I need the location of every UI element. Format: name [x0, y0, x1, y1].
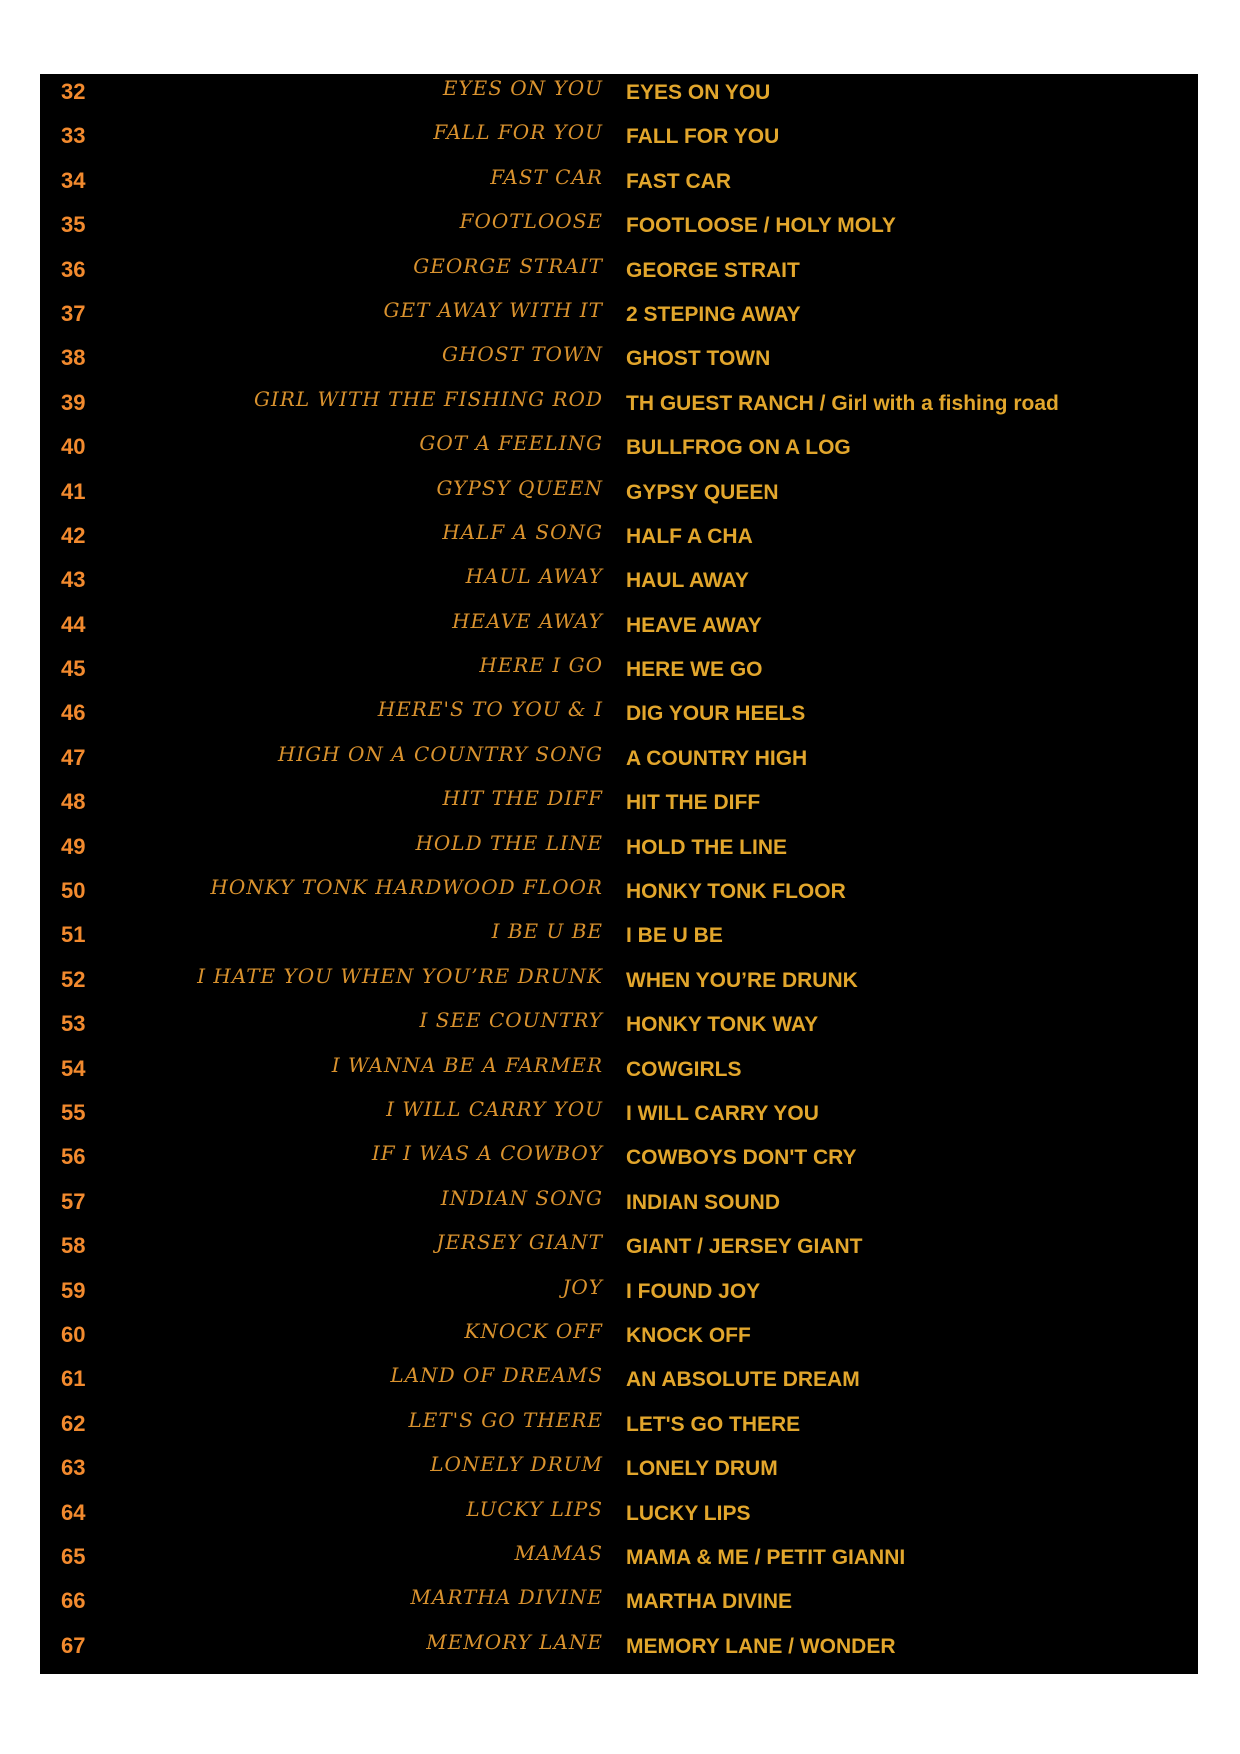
song-title: HOLD THE LINE	[415, 830, 603, 855]
dance-list-table	[40, 74, 1198, 1674]
song-title: HERE I GO	[479, 653, 603, 678]
dance-title: GIANT / JERSEY GIANT	[626, 1235, 863, 1259]
song-title: I WILL CARRY YOU	[386, 1096, 603, 1121]
song-title: GEORGE STRAIT	[413, 253, 603, 278]
song-title: HAUL AWAY	[465, 564, 603, 589]
song-title: GHOST TOWN	[441, 342, 603, 367]
row-number: 56	[61, 1144, 86, 1170]
dance-title: LUCKY LIPS	[626, 1501, 751, 1525]
dance-title: HALF A CHA	[626, 524, 753, 548]
row-number: 65	[61, 1543, 86, 1569]
table-row	[40, 118, 1198, 162]
song-title: I WANNA BE A FARMER	[331, 1052, 603, 1077]
dance-title: BULLFROG ON A LOG	[626, 436, 851, 460]
song-title: GET AWAY WITH IT	[383, 297, 603, 322]
table-row	[40, 829, 1198, 873]
table-row	[40, 1184, 1198, 1228]
row-number: 32	[61, 79, 86, 104]
dance-title: A COUNTRY HIGH	[626, 746, 808, 770]
dance-title: INDIAN SOUND	[626, 1190, 781, 1214]
row-number: 51	[61, 922, 86, 948]
row-number: 38	[61, 345, 86, 371]
song-title: HERE'S TO YOU & I	[377, 697, 603, 722]
row-number: 50	[61, 878, 86, 904]
dance-title: COWBOYS DON'T CRY	[626, 1146, 857, 1170]
table-row	[40, 651, 1198, 695]
dance-title: WHEN YOU’RE DRUNK	[626, 968, 858, 992]
song-title: LAND OF DREAMS	[390, 1363, 603, 1388]
row-number: 43	[61, 567, 86, 593]
dance-title: DIG YOUR HEELS	[626, 702, 806, 726]
table-row	[40, 1051, 1198, 1095]
song-title: LONELY DRUM	[430, 1452, 603, 1477]
row-number: 49	[61, 833, 86, 859]
table-row	[40, 1317, 1198, 1361]
table-row	[40, 340, 1198, 384]
table-row	[40, 917, 1198, 961]
table-row	[40, 474, 1198, 518]
dance-title: I FOUND JOY	[626, 1279, 761, 1303]
row-number: 48	[61, 789, 86, 815]
row-number: 34	[61, 167, 86, 193]
row-number: 39	[61, 389, 86, 415]
dance-title: FALL FOR YOU	[626, 125, 780, 149]
row-number: 47	[61, 744, 86, 770]
table-row	[40, 1406, 1198, 1450]
table-row	[40, 873, 1198, 917]
dance-title: MEMORY LANE / WONDER	[626, 1634, 896, 1658]
song-title: LET'S GO THERE	[408, 1407, 603, 1432]
row-number: 61	[61, 1366, 86, 1392]
dance-title: LET'S GO THERE	[626, 1412, 801, 1436]
dance-title: TH GUEST RANCH / Girl with a fishing road	[626, 391, 1059, 415]
row-number: 59	[61, 1277, 86, 1303]
dance-title: I WILL CARRY YOU	[626, 1101, 819, 1125]
row-number: 63	[61, 1455, 86, 1481]
song-title: I BE U BE	[491, 919, 603, 944]
table-row	[40, 1273, 1198, 1317]
song-title: HALF A SONG	[442, 519, 603, 544]
song-title: HEAVE AWAY	[452, 608, 603, 633]
song-title: HIT THE DIFF	[442, 786, 603, 811]
dance-title: AN ABSOLUTE DREAM	[626, 1368, 860, 1392]
dance-title: HIT THE DIFF	[626, 791, 761, 815]
song-title: MEMORY LANE	[426, 1629, 603, 1654]
song-title: JOY	[562, 1274, 603, 1299]
row-number: 36	[61, 256, 86, 282]
row-number: 62	[61, 1410, 86, 1436]
row-number: 57	[61, 1188, 86, 1214]
dance-title: HOLD THE LINE	[626, 835, 787, 859]
song-title: FOOTLOOSE	[459, 209, 603, 234]
dance-title: MAMA & ME / PETIT GIANNI	[626, 1545, 906, 1569]
table-row	[40, 695, 1198, 739]
song-title: FAST CAR	[490, 164, 603, 189]
table-row	[40, 740, 1198, 784]
row-number: 33	[61, 123, 86, 149]
song-title: IF I WAS A COWBOY	[371, 1141, 603, 1166]
dance-title: KNOCK OFF	[626, 1323, 751, 1347]
table-row	[40, 1361, 1198, 1405]
dance-title: FOOTLOOSE / HOLY MOLY	[626, 214, 896, 238]
dance-title: MARTHA DIVINE	[626, 1590, 793, 1614]
song-title: MAMAS	[514, 1540, 603, 1565]
table-row	[40, 1006, 1198, 1050]
table-row	[40, 252, 1198, 296]
row-number: 37	[61, 300, 86, 326]
row-number: 54	[61, 1055, 86, 1081]
song-title: HIGH ON A COUNTRY SONG	[277, 741, 603, 766]
row-number: 67	[61, 1632, 86, 1658]
row-number: 41	[61, 478, 86, 504]
row-number: 52	[61, 966, 86, 992]
table-row	[40, 1539, 1198, 1583]
row-number: 53	[61, 1011, 86, 1037]
row-number: 40	[61, 434, 86, 460]
song-title: I HATE YOU WHEN YOU’RE DRUNK	[197, 963, 603, 988]
row-number: 35	[61, 212, 86, 238]
song-title: KNOCK OFF	[464, 1318, 603, 1343]
table-row	[40, 296, 1198, 340]
row-number: 58	[61, 1233, 86, 1259]
song-title: GOT A FEELING	[419, 431, 603, 456]
row-number: 42	[61, 522, 86, 548]
song-title: HONKY TONK HARDWOOD FLOOR	[210, 875, 603, 900]
row-number: 64	[61, 1499, 86, 1525]
dance-title: HAUL AWAY	[626, 569, 749, 593]
row-number: 44	[61, 611, 86, 637]
row-number: 45	[61, 656, 86, 682]
table-row	[40, 1583, 1198, 1627]
table-row	[40, 1095, 1198, 1139]
table-row	[40, 518, 1198, 562]
table-row	[40, 562, 1198, 606]
song-title: GIRL WITH THE FISHING ROD	[253, 386, 603, 411]
row-number: 66	[61, 1588, 86, 1614]
dance-title: HONKY TONK FLOOR	[626, 880, 846, 904]
dance-title: HONKY TONK WAY	[626, 1013, 819, 1037]
table-row	[40, 607, 1198, 651]
song-title: GYPSY QUEEN	[436, 475, 603, 500]
table-row	[40, 74, 1198, 118]
dance-title: HEAVE AWAY	[626, 613, 762, 637]
dance-title: GHOST TOWN	[626, 347, 771, 371]
song-title: JERSEY GIANT	[436, 1230, 603, 1255]
song-title: I SEE COUNTRY	[419, 1008, 603, 1033]
dance-title: EYES ON YOU	[626, 81, 771, 104]
table-row	[40, 784, 1198, 828]
song-title: FALL FOR YOU	[433, 120, 603, 145]
table-row	[40, 1495, 1198, 1539]
dance-title: LONELY DRUM	[626, 1457, 778, 1481]
song-title: EYES ON YOU	[442, 76, 603, 100]
row-number: 46	[61, 700, 86, 726]
table-row	[40, 385, 1198, 429]
dance-title: COWGIRLS	[626, 1057, 742, 1081]
dance-title: 2 STEPING AWAY	[626, 302, 801, 326]
song-title: MARTHA DIVINE	[410, 1585, 603, 1610]
dance-title: GEORGE STRAIT	[626, 258, 800, 282]
table-row	[40, 163, 1198, 207]
table-row	[40, 1628, 1198, 1672]
dance-title: GYPSY QUEEN	[626, 480, 779, 504]
table-row	[40, 429, 1198, 473]
dance-title: I BE U BE	[626, 924, 723, 948]
table-row	[40, 1228, 1198, 1272]
song-title: LUCKY LIPS	[466, 1496, 603, 1521]
row-number: 60	[61, 1321, 86, 1347]
dance-list-rows	[40, 74, 1198, 1672]
table-row	[40, 1450, 1198, 1494]
row-number: 55	[61, 1099, 86, 1125]
table-row	[40, 207, 1198, 251]
table-row	[40, 962, 1198, 1006]
dance-title: HERE WE GO	[626, 658, 763, 682]
song-title: INDIAN SONG	[440, 1185, 603, 1210]
dance-title: FAST CAR	[626, 169, 731, 193]
table-row	[40, 1139, 1198, 1183]
